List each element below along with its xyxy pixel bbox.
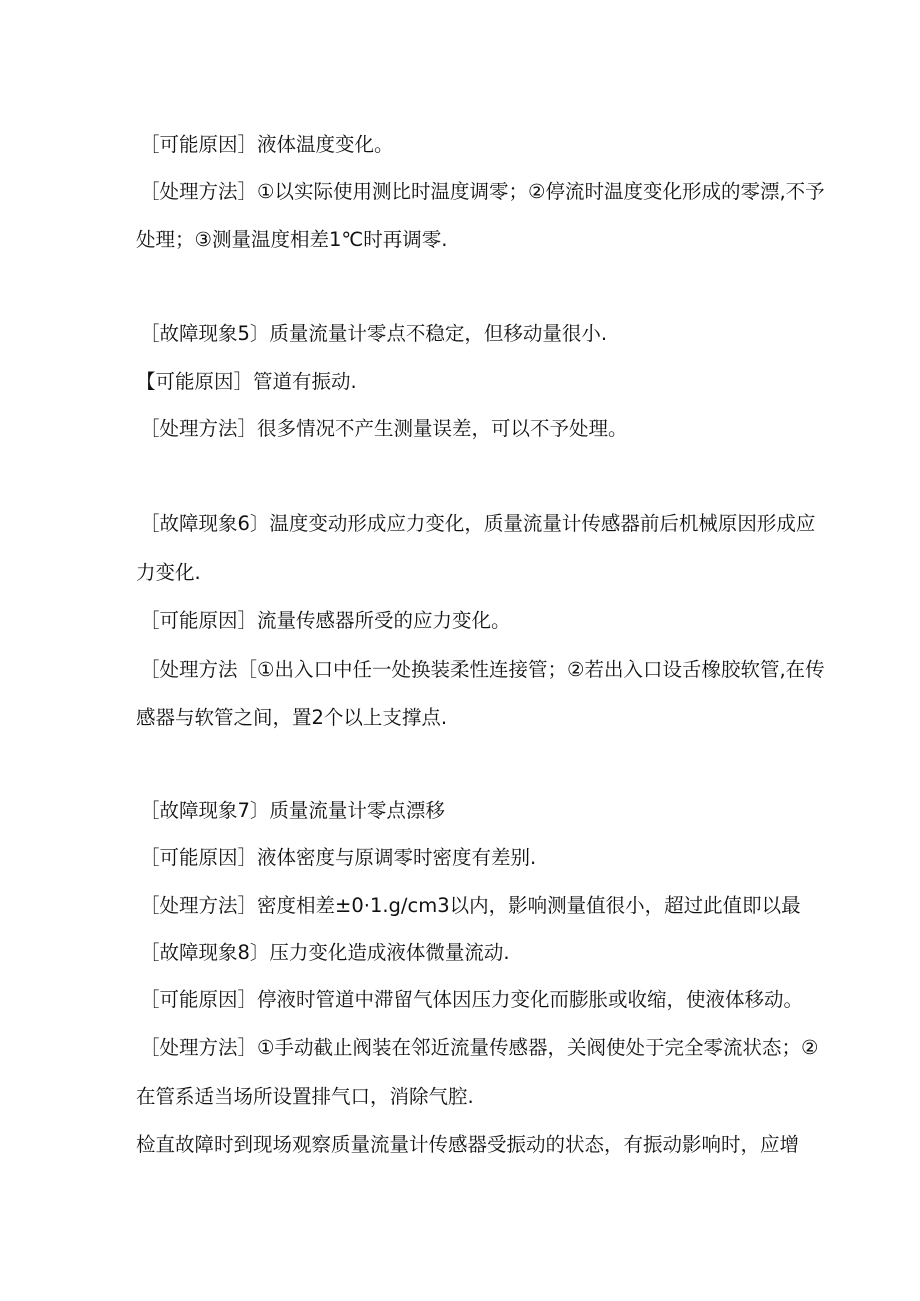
text-line-fault-8: ［故障现象8〕压力变化造成液体微量流动. <box>140 941 510 964</box>
text-line-method-temperature-cont: 处理；③测量温度相差1℃时再调零. <box>136 228 448 251</box>
text-line-cause-density: ［可能原因］液体密度与原调零时密度有差别. <box>140 846 537 869</box>
text-line-method-no-action: ［处理方法］很多情况不产生测量误差，可以不予处理。 <box>140 417 628 440</box>
text-line-fault-7: ［故障现象7〕质量流量计零点漂移 <box>140 799 445 822</box>
text-line-method-valve: ［处理方法］①手动截止阀装在邻近流量传感器，关阀使处于完全零流状态；② <box>140 1036 819 1059</box>
text-line-method-temperature: ［处理方法］①以实际使用测比时温度调零；②停流时温度变化形成的零漂,不予 <box>140 180 825 203</box>
text-line-method-valve-cont: 在管系适当场所设置排气口，消除气腔. <box>136 1085 474 1108</box>
text-line-cause-gas: ［可能原因］停液时管道中滞留气体因压力变化而膨胀或收缩，使液体移动。 <box>140 988 804 1011</box>
text-line-method-flexible-pipe: ［处理方法［①出入口中任一处换装柔性连接管；②若出入口设舌橡胶软管,在传 <box>140 658 825 681</box>
text-line-method-density: ［处理方法］密度相差±0·1.g∕cm3以内，影响测量值很小，超过此值即以最 <box>140 894 801 917</box>
text-line-cause-temperature: ［可能原因］液体温度变化。 <box>140 133 394 156</box>
text-line-fault-6-cont: 力变化. <box>136 561 201 584</box>
text-line-inspection: 检直故障时到现场观察质量流量计传感器受振动的状态，有振动影响时，应增 <box>136 1133 800 1156</box>
text-line-cause-stress: ［可能原因］流量传感器所受的应力变化。 <box>140 609 511 632</box>
text-line-cause-vibration: 【可能原因］管道有振动. <box>136 370 357 393</box>
text-line-fault-6: ［故障现象6〕温度变动形成应力变化，质量流量计传感器前后机械原因形成应 <box>140 512 816 535</box>
text-line-method-flexible-pipe-cont: 感器与软管之间，置2个以上支撑点. <box>136 706 448 729</box>
text-line-fault-5: ［故障现象5〕质量流量计零点不稳定，但移动量很小. <box>140 322 608 345</box>
